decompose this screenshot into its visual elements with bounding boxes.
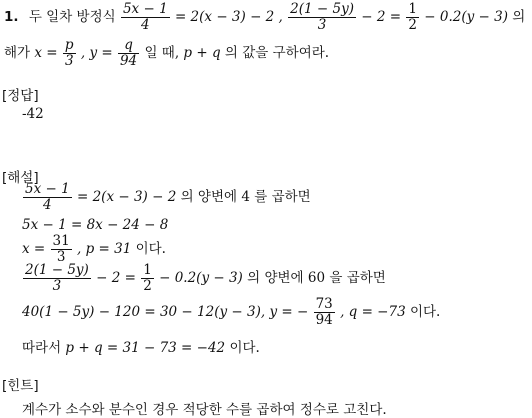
solution-text: 따라서 bbox=[22, 340, 62, 356]
equation-text: , q = −73 bbox=[340, 303, 406, 320]
answer-heading: [정답] bbox=[2, 88, 39, 104]
problem-number: 1. bbox=[4, 8, 19, 25]
solution-text: 4 bbox=[241, 188, 250, 205]
problem-text: 해가 bbox=[4, 44, 31, 61]
equation-text: p + q = 31 − 73 = −42 bbox=[65, 340, 226, 356]
solution-text: 이다. bbox=[135, 240, 166, 257]
problem-text: 일 때, bbox=[144, 44, 180, 61]
fraction: $\frac{p}{3}$ bbox=[64, 37, 74, 69]
hint-text: 계수가 소수와 분수인 경우 적당한 수를 곱하여 정수로 고친다. bbox=[22, 402, 387, 418]
fraction: $\frac{73}{94}$ bbox=[315, 296, 333, 328]
solution-line-2: 5x − 1 = 8x − 24 − 8 bbox=[22, 217, 169, 233]
solution-text: 이다. bbox=[229, 340, 260, 356]
hint-heading: [힌트] bbox=[2, 378, 39, 394]
solution-text: 의 양변에 bbox=[247, 269, 304, 286]
problem-line-2 bbox=[4, 38, 329, 69]
equation-text: 40(1 − 5y) − 120 = 30 − 12(y − 3), y = − bbox=[22, 303, 309, 320]
problem-text: 두 일차 방정식 bbox=[28, 8, 116, 25]
problem-text: 의 bbox=[512, 8, 526, 25]
fraction: $\frac{2(1 - 5y)}{3}$ bbox=[290, 1, 354, 33]
problem-text: 의 값을 구하여라. bbox=[224, 44, 330, 61]
solution-text: 이다. bbox=[409, 303, 441, 320]
solution-text: 의 양변에 bbox=[180, 188, 238, 205]
fraction: $\frac{31}{3}$ bbox=[52, 233, 70, 265]
equation-text: x = bbox=[34, 44, 58, 61]
solution-heading: [해설] bbox=[2, 170, 39, 186]
equation-text: − 0.2(y − 3) bbox=[159, 269, 243, 286]
equation-text: x = bbox=[22, 240, 46, 257]
answer-value: -42 bbox=[22, 106, 44, 122]
equation-text: = 2(x − 3) − 2 , bbox=[174, 8, 283, 25]
fraction: $\frac{1}{2}$ bbox=[143, 262, 152, 294]
equation-text: p + q bbox=[183, 44, 221, 61]
equation-text: − 2 = bbox=[361, 8, 402, 25]
solution-line-5 bbox=[22, 297, 440, 328]
solution-text: 60 bbox=[307, 269, 326, 286]
fraction: $\frac{1}{2}$ bbox=[408, 1, 417, 33]
problem-line-1 bbox=[4, 2, 525, 33]
fraction: $\frac{q}{94}$ bbox=[119, 37, 138, 69]
fraction: $\frac{5x - 1}{4}$ bbox=[122, 1, 168, 33]
solution-text: 을 곱하면 bbox=[329, 269, 386, 286]
fraction: $\frac{2(1 - 5y)}{3}$ bbox=[25, 262, 89, 294]
equation-text: − 2 = bbox=[96, 269, 136, 286]
solution-line-6 bbox=[22, 336, 260, 356]
solution-line-1 bbox=[22, 182, 311, 213]
equation-text: − 0.2(y − 3) bbox=[424, 8, 508, 25]
equation-text: = 2(x − 3) − 2 bbox=[76, 188, 177, 205]
solution-line-3 bbox=[22, 234, 166, 265]
solution-line-4 bbox=[22, 263, 386, 294]
solution-text: 를 곱하면 bbox=[254, 188, 311, 205]
fraction: $\frac{5x - 1}{4}$ bbox=[25, 181, 70, 213]
equation-text: , y = bbox=[80, 44, 113, 61]
equation-text: , p = 31 bbox=[77, 240, 132, 257]
